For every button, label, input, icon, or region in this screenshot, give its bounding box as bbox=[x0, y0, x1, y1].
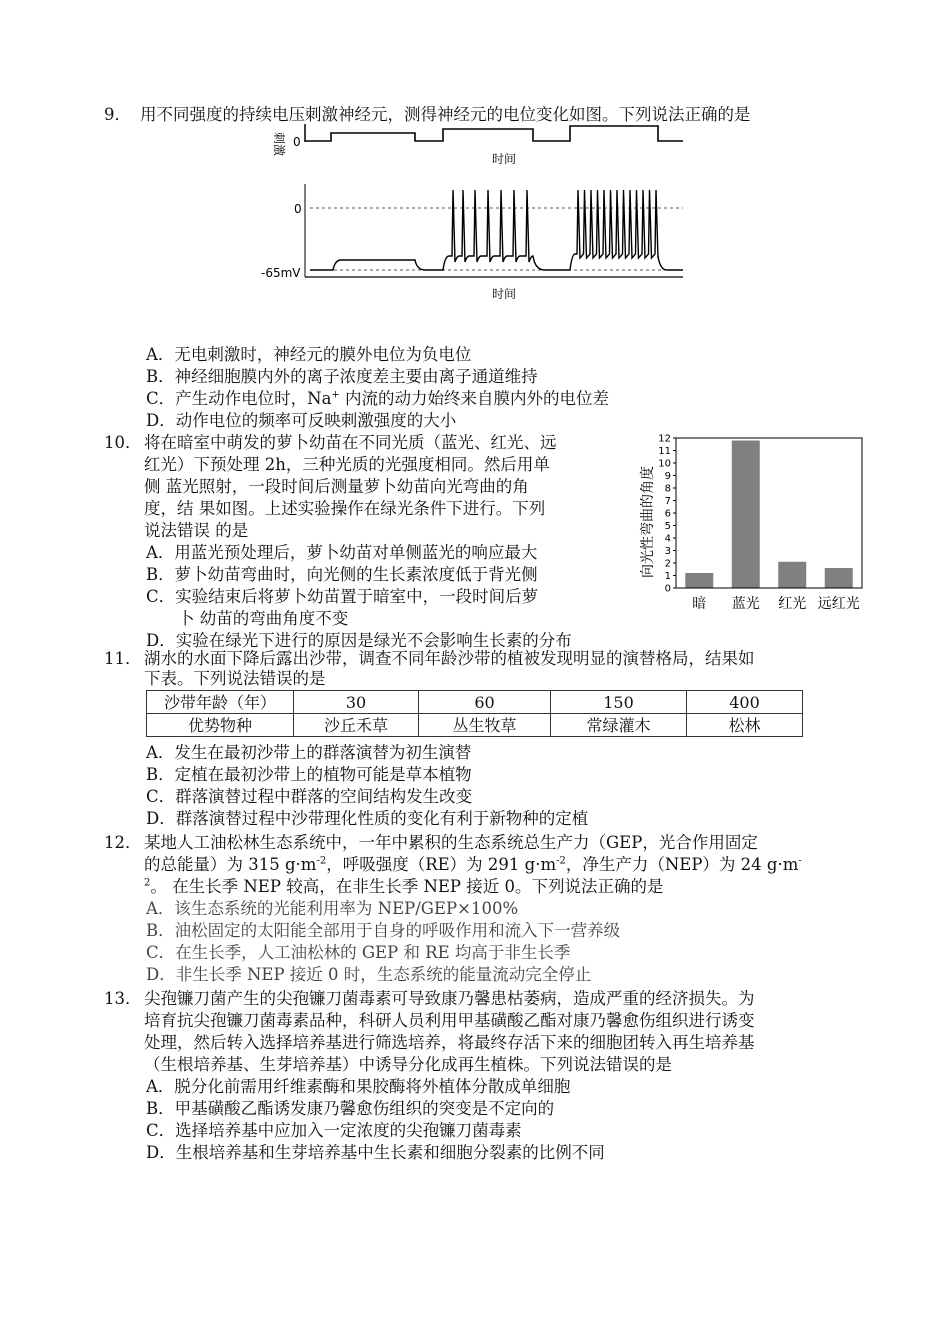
table-row bbox=[147, 691, 803, 714]
y-tick-label: 9 bbox=[664, 471, 671, 482]
q10-stem-line: 度，结 果如图。上述实验操作在绿光条件下进行。下列 bbox=[144, 499, 546, 518]
superscript: -2 bbox=[556, 855, 566, 867]
x-category-label: 暗 bbox=[692, 596, 707, 612]
y-tick-label: 7 bbox=[664, 496, 671, 507]
stim-zero-label: 0 bbox=[293, 135, 301, 149]
option-text: 卜 幼苗的弯曲角度不变 bbox=[178, 609, 349, 628]
y-tick-label: 6 bbox=[664, 508, 671, 520]
option-letter: A． bbox=[146, 1077, 175, 1096]
option-text-post: 内流的动力始终来自膜内外的电位差 bbox=[339, 389, 610, 408]
option-text: 脱分化前需用纤维素酶和果胶酶将外植体分散成单细胞 bbox=[174, 1077, 571, 1096]
q10-option-c-cont bbox=[178, 608, 348, 630]
q13-option-a bbox=[146, 1076, 570, 1098]
option-superscript: + bbox=[331, 389, 340, 401]
y-tick-label: 10 bbox=[658, 458, 671, 470]
q13-number: 13． bbox=[104, 989, 142, 1008]
option-letter: D． bbox=[146, 809, 176, 828]
y-tick-label: 5 bbox=[664, 521, 671, 532]
option-text: 生根培养基和生芽培养基中生长素和细胞分裂素的比例不同 bbox=[175, 1143, 605, 1162]
q9-number: 9． bbox=[104, 105, 131, 124]
bar-1 bbox=[685, 573, 713, 588]
x-category-label: 蓝光 bbox=[731, 596, 760, 612]
q12-number: 12． bbox=[104, 833, 142, 852]
q9-option-d bbox=[146, 410, 456, 432]
option-letter: B． bbox=[146, 765, 175, 784]
chart-frame bbox=[676, 438, 862, 588]
option-text: 选择培养基中应加入一定浓度的尖孢镰刀菌毒素 bbox=[175, 1121, 522, 1140]
option-text: 该生态系统的光能利用率为 NEP/GEP×100% bbox=[174, 899, 519, 918]
table-cell: 松林 bbox=[687, 714, 803, 737]
q13-stem-line: 尖孢镰刀菌产生的尖孢镰刀菌毒素可导致康乃馨患枯萎病，造成严重的经济损失。为 bbox=[144, 989, 755, 1008]
option-letter: D． bbox=[146, 631, 176, 650]
table-cell: 400 bbox=[687, 691, 803, 714]
option-letter: C． bbox=[146, 587, 176, 606]
q11-option-c bbox=[146, 786, 472, 808]
superscript: - bbox=[798, 855, 802, 867]
option-text: 神经细胞膜内外的离子浓度差主要由离子通道维持 bbox=[174, 367, 538, 386]
q12-option-c bbox=[146, 942, 570, 964]
option-letter: C． bbox=[146, 787, 176, 806]
y-tick-label: 8 bbox=[664, 483, 671, 495]
rest-potential-label: -65mV bbox=[261, 266, 301, 280]
q10-stem-line: 红光）下预处理 2h，三种光质的光强度相同。然后用单 bbox=[144, 455, 550, 474]
q12-line3 bbox=[144, 876, 664, 898]
q11-option-d bbox=[146, 808, 588, 830]
option-letter: A． bbox=[146, 899, 175, 918]
q9-stem: 用不同强度的持续电压刺激神经元，测得神经元的电位变化如图。下列说法正确的是 bbox=[140, 105, 751, 124]
option-letter: B． bbox=[146, 367, 175, 386]
option-text: 萝卜幼苗弯曲时，向光侧的生长素浓度低于背光侧 bbox=[174, 565, 538, 584]
table-cell: 60 bbox=[419, 691, 551, 714]
time-label-top: 时间 bbox=[492, 152, 517, 166]
y-tick-label: 2 bbox=[664, 558, 671, 570]
option-text: 动作电位的频率可反映刺激强度的大小 bbox=[175, 411, 457, 430]
q13-option-d bbox=[146, 1142, 605, 1164]
x-category-label: 红光 bbox=[778, 596, 807, 612]
option-letter: A． bbox=[146, 543, 175, 562]
table-cell: 丛生牧草 bbox=[419, 714, 551, 737]
q9-option-b bbox=[146, 366, 538, 388]
option-letter: D． bbox=[146, 1143, 176, 1162]
option-text: 群落演替过程中沙带理化性质的变化有利于新物种的定植 bbox=[175, 809, 589, 828]
q10-stem-line: 将在暗室中萌发的萝卜幼苗在不同光质（蓝光、红光、远 bbox=[144, 433, 557, 452]
text-segment: ，呼吸强度（RE）为 291 g·m bbox=[326, 855, 557, 874]
y-tick-label: 1 bbox=[664, 571, 671, 582]
q9-option-c bbox=[146, 388, 609, 410]
y-tick-label: 3 bbox=[664, 546, 671, 557]
option-text: 在生长季，人工油松林的 GEP 和 RE 均高于非生长季 bbox=[175, 943, 571, 962]
option-text: 发生在最初沙带上的群落演替为初生演替 bbox=[174, 743, 472, 762]
stimulus-trace bbox=[305, 126, 683, 141]
option-letter: D． bbox=[146, 411, 176, 430]
y-tick-label: 4 bbox=[664, 533, 671, 545]
table-cell: 30 bbox=[294, 691, 419, 714]
q10-option-b bbox=[146, 564, 538, 586]
text-segment: 的总能量）为 315 g·m bbox=[144, 855, 317, 874]
q10-stem-line: 侧 蓝光照射，一段时间后测量萝卜幼苗向光弯曲的角 bbox=[144, 477, 529, 496]
option-letter: B． bbox=[146, 921, 175, 940]
q12-option-b bbox=[146, 920, 620, 942]
option-text: 无电刺激时，神经元的膜外电位为负电位 bbox=[174, 345, 472, 364]
q10-option-a bbox=[146, 542, 537, 564]
option-text: 实验结束后将萝卜幼苗置于暗室中，一段时间后萝 bbox=[175, 587, 539, 606]
q13-stem-line: （生根培养基、生芽培养基）中诱导分化成再生植株。下列说法错误的是 bbox=[144, 1055, 672, 1074]
option-letter: C． bbox=[146, 943, 176, 962]
q12-line1: 某地人工油松林生态系统中，一年中累积的生态系统总生产力（GEP，光合作用固定 bbox=[144, 833, 758, 852]
q13-stem-line: 培育抗尖孢镰刀菌毒素品种，科研人员利用甲基磺酸乙酯对康乃馨愈伤组织进行诱变 bbox=[144, 1011, 755, 1030]
text-segment: 。 在生长季 NEP 较高，在非生长季 NEP 接近 0。下列说法正确的是 bbox=[150, 877, 664, 896]
volt-zero-label: 0 bbox=[294, 202, 302, 216]
stim-axis-label: 刺激 bbox=[272, 132, 286, 157]
q10-bar-chart bbox=[630, 430, 870, 620]
q9-neuron-figure bbox=[255, 122, 685, 307]
bar-2 bbox=[732, 441, 760, 589]
option-text-pre: 产生动作电位时，Na bbox=[175, 389, 332, 408]
table-cell: 沙丘禾草 bbox=[294, 714, 419, 737]
option-letter: B． bbox=[146, 1099, 175, 1118]
superscript: -2 bbox=[316, 855, 327, 867]
q11-option-a bbox=[146, 742, 471, 764]
superscript: 2 bbox=[144, 877, 151, 889]
q10-option-c bbox=[146, 586, 538, 608]
table-cell: 优势物种 bbox=[147, 714, 294, 737]
q13-option-c bbox=[146, 1120, 522, 1142]
option-letter: B． bbox=[146, 565, 175, 584]
q12-option-a bbox=[146, 898, 518, 920]
q11-option-b bbox=[146, 764, 472, 786]
q10-number: 10． bbox=[104, 433, 142, 452]
q11-stem-line: 下表。下列说法错误的是 bbox=[144, 669, 326, 688]
option-letter: D． bbox=[146, 965, 176, 984]
x-category-label: 远红光 bbox=[817, 596, 860, 612]
table-cell: 常绿灌木 bbox=[551, 714, 687, 737]
option-letter: C． bbox=[146, 1121, 176, 1140]
table-cell: 沙带年龄（年） bbox=[147, 691, 294, 714]
membrane-potential-trace bbox=[310, 190, 683, 270]
text-segment: ，净生产力（NEP）为 24 g·m bbox=[565, 855, 799, 874]
option-text: 群落演替过程中群落的空间结构发生改变 bbox=[175, 787, 473, 806]
q12-line2 bbox=[144, 854, 802, 876]
q9-option-a bbox=[146, 344, 471, 366]
bar-3 bbox=[778, 562, 806, 588]
q11-stem-line: 湖水的水面下降后露出沙带，调查不同年龄沙带的植被发现明显的演替格局，结果如 bbox=[144, 649, 755, 668]
option-letter: C． bbox=[146, 389, 176, 408]
y-tick-label: 0 bbox=[664, 583, 671, 595]
option-text: 定植在最初沙带上的植物可能是草本植物 bbox=[174, 765, 472, 784]
option-letter: A． bbox=[146, 743, 175, 762]
q11-number: 11． bbox=[104, 649, 142, 668]
option-letter: A． bbox=[146, 345, 175, 364]
q11-table bbox=[146, 690, 803, 737]
option-text: 油松固定的太阳能全部用于自身的呼吸作用和流入下一营养级 bbox=[174, 921, 621, 940]
q10-stem-line: 说法错误 的是 bbox=[144, 521, 249, 540]
q12-option-d bbox=[146, 964, 591, 986]
time-label-bottom: 时间 bbox=[492, 287, 517, 301]
q13-option-b bbox=[146, 1098, 554, 1120]
option-text: 实验在绿光下进行的原因是绿光不会影响生长素的分布 bbox=[175, 631, 572, 650]
table-row bbox=[147, 714, 803, 737]
option-text: 非生长季 NEP 接近 0 时，生态系统的能量流动完全停止 bbox=[175, 965, 592, 984]
chart-y-axis-label: 向光性弯曲的角度 bbox=[640, 466, 656, 578]
option-text: 甲基磺酸乙酯诱发康乃馨愈伤组织的突变是不定向的 bbox=[174, 1099, 555, 1118]
bar-4 bbox=[825, 568, 853, 588]
table-cell: 150 bbox=[551, 691, 687, 714]
option-text: 用蓝光预处理后，萝卜幼苗对单侧蓝光的响应最大 bbox=[174, 543, 538, 562]
q13-stem-line: 处理，然后转入选择培养基进行筛选培养，将最终存活下来的细胞团转入再生培养基 bbox=[144, 1033, 755, 1052]
y-tick-label: 11 bbox=[658, 446, 671, 457]
y-tick-label: 12 bbox=[658, 433, 671, 445]
